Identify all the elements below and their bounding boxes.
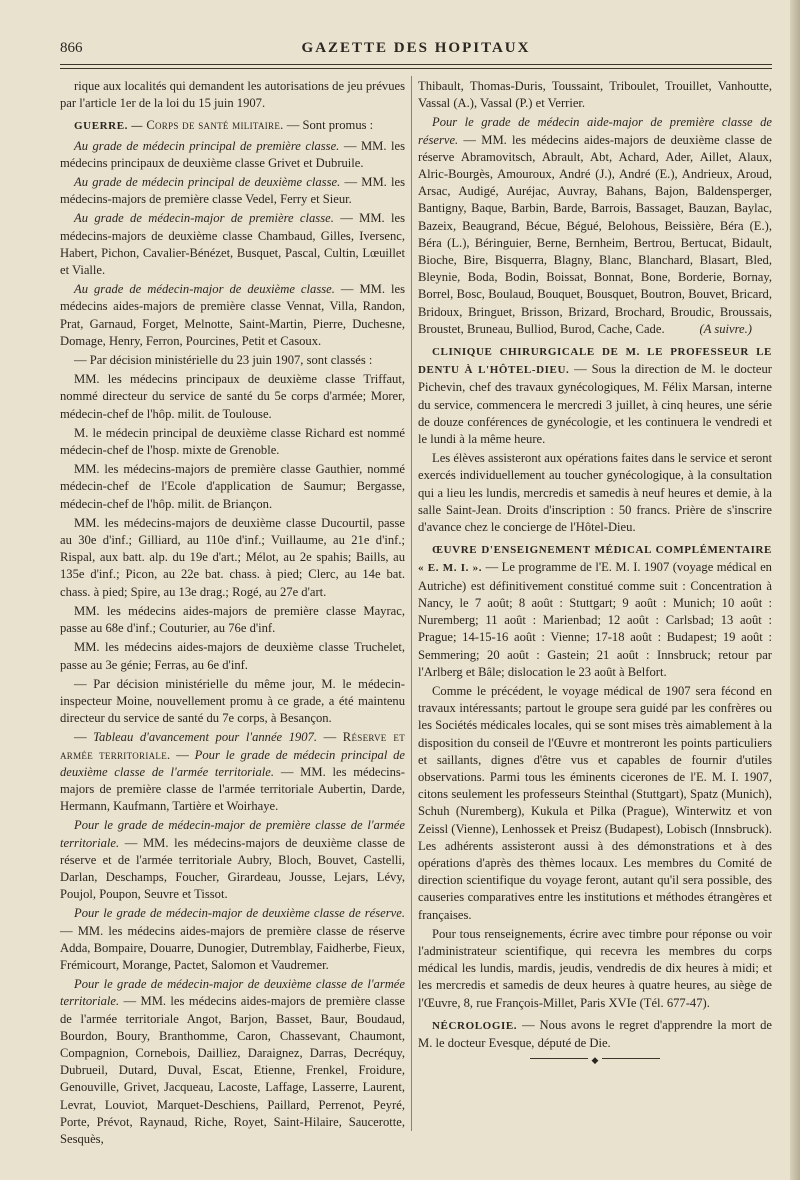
paragraph: rique aux localités qui demandent les autorisations de jeu prévues par l'article 1er de la loi du 15 juin 1907. bbox=[60, 79, 405, 111]
paragraph bbox=[60, 905, 405, 974]
paragraph: — Par décision ministérielle du 23 juin 1907, sont classés : bbox=[74, 353, 373, 368]
small-caps-run: Corps de santé militaire. bbox=[146, 118, 284, 133]
text-run: Thibault, Thomas-Duris, Toussaint, Triboulet, Trouillet, Vanhoutte, Vassal (A.), Vassal (P.) et Verrier. bbox=[418, 79, 772, 111]
paragraph bbox=[60, 210, 405, 279]
text-run: — Nous avons le regret d'apprendre la mort de M. le docteur Evesque, député de Die. bbox=[418, 1017, 772, 1050]
paragraph: — Par décision ministérielle du même jour, M. le médecin-inspecteur Moine, nouvellement promu à ce grade, a été maintenu directeur du service de santé du 7e corps, à Besançon. bbox=[60, 676, 405, 726]
text-run: — MM. les médecins aides-majors de première classe de l'armée territoriale Angot, Barjon, Basset, Baur, Boudaud, Bourdon, Boury, Branthomme, Caron, Chassevant, Chaumont, Compagnion, Cornebois, Dailliez, Daraignez, Darras, Decréquy, Dubrueil, Dutard, Duval, Escat, Etienne, Frenkel, Froidure, Genouville, Grivet, Jacqueau, Lacoste, Laffage, Lasserre, Laurent, Levrat, Louviot, Marquet-Deschiens, Paillard, Perrenot, Peyré, Porte, Prévot, Raynaud, Riche, Royet, Saint-Hilaire, Saucerotte, Sesquès, bbox=[60, 994, 405, 1146]
end-ornament: ◆ bbox=[588, 1055, 603, 1065]
paragraph bbox=[418, 1017, 772, 1052]
section-heading: NÉCROLOGIE. bbox=[432, 1019, 518, 1032]
text-run: — MM. les médecins-majors de première classe de l'armée territoriale Aubertin, Darde, Hermann, Kaufmann, Tartière et Woirhaye. bbox=[60, 764, 405, 814]
paragraph bbox=[60, 138, 405, 172]
paragraph bbox=[418, 114, 772, 338]
column-divider bbox=[411, 76, 412, 1131]
paragraph bbox=[60, 281, 405, 350]
italic-run: Au grade de médecin-major de deuxième classe. bbox=[74, 282, 335, 297]
text-run: — Le programme de l'E. M. I. 1907 (voyage médical en Autriche) est définitivement constitué comme suit : Concentration à Nancy, le 7 août; 8 août : Stuttgart; 9 août : Munich; 10 août : Nuremberg; 11 août : Marienbad; 12 août : Carlsbad; 13 août : Prague; 14-15-16 août : Vienne; 17-18 août : Budapest; 19 août : Semmering; 20 août : Gastein; 21 août : Innsbruck; retour par l'Arlberg et Bâle; dislocation le 23 août à Belfort. bbox=[418, 560, 772, 679]
italic-run: Pour le grade de médecin aide-major de première classe de réserve. bbox=[418, 115, 772, 147]
italic-run: Tableau d'avancement pour l'année 1907. bbox=[93, 730, 318, 745]
journal-title: GAZETTE DES HOPITAUX bbox=[301, 40, 531, 56]
text-run: — MM. les médecins-majors de deuxième classe de réserve et de l'armée territoriale Aubry, Bloch, Bouvet, Castelli, Darlan, Deschamps, Foucher, Girardeau, Jousse, Lejars, Lévy, Poujol, Poupon, Seuvre et Tissot. bbox=[60, 835, 405, 902]
paragraph bbox=[60, 976, 405, 1148]
section-heading: GUERRE. — bbox=[74, 120, 147, 133]
left-column bbox=[60, 78, 405, 1150]
text-run: — MM. les médecins aides-majors de première classe de réserve Adda, Bompaire, Douarre, Dunogier, Dutremblay, Faidherbe, Fieux, Frémicourt, Morange, Pactet, Salomon et Vaudremer. bbox=[60, 923, 405, 972]
page-number: 866 bbox=[60, 40, 83, 56]
text-run: — MM. les médecins-majors de première classe Vedel, Ferry et Sieur. bbox=[60, 175, 405, 207]
paragraph: MM. les médecins principaux de deuxième classe Triffaut, nommé directeur du service de santé du 5e corps d'armée; Morer, médecin-chef de l'hôp. milit. de Toulouse. bbox=[60, 372, 405, 421]
text-run: — bbox=[317, 730, 343, 745]
header-rule-bottom bbox=[60, 68, 772, 69]
italic-run: Pour le grade de médecin principal de deuxième classe de l'armée territoriale. bbox=[60, 747, 406, 779]
paragraph bbox=[60, 117, 405, 135]
section-heading: ŒUVRE D'ENSEIGNEMENT MÉDICAL COMPLÉMENTAIRE « E. M. I. ». bbox=[418, 544, 772, 575]
text-run: — Sont promus : bbox=[283, 118, 374, 133]
italic-run: Au grade de médecin-major de première classe. bbox=[74, 211, 334, 226]
paragraph: Les élèves assisteront aux opérations faites dans le service et seront exercés individuellement au toucher gynécologique, à la consultation qui a lieu les lundis, mercredis et samedis à neuf heures et demie, à la salle Saint-Jean. Droits d'inscription : 50 francs. Prière de s'inscrire d'avance chez le concierge de l'Hôtel-Dieu. bbox=[418, 451, 772, 535]
text-run: — MM. les médecins aides-majors de deuxième classe de réserve Abramovitsch, Abrault, Abt, Achard, Ader, Aillet, Alaux, Alric-Bourgès, Amouroux, André (J.), André (E.), Andrieux, Aroud, Arsac, Audigé, Auréjac, Auvray, Bahans, Bajon, Baldensperger, Bantigny, Baque, Barbin, Barde, Barrois, Bassaget, Bauzan, Baylac, Bazeix, Beaugrand, Bécue, Bégué, Belohous, Beissière, Béra (E.), Béra (L.), Béringuier, Berne, Bernheim, Bertrou, Bertucat, Bidault, Bioche, Bire, Bisquerra, Blagny, Blanc, Blanchard, Blasart, Bled, Bleynie, Boda, Bodin, Boissat, Bonnat, Bone, Borderie, Bornay, Borrel, Bosc, Boulaud, Bouquet, Bousquet, Boutron, Bouvet, Bricard, Bridoux, Bringuet, Brisson, Brizard, Brochard, Broudic, Broussais, Broustet, Bruneau, Bulliod, Burod, Cache, Cade. bbox=[418, 132, 772, 336]
paragraph bbox=[418, 541, 772, 681]
paragraph: Comme le précédent, le voyage médical de 1907 sera fécond en travaux intéressants; partout le groupe sera guidé par les confrères ou les Sociétés médicales locales, qui se sont mises très aimablement à la disposition du conseil de l'Œuvre et montreront les points particuliers et saillants, dignes d'être vus et capables de fournir d'utiles observations. Parmi tous les éminents cicerones de l'E. M. I. 1907, citons seulement les professeurs Steinthal (Stuttgart), Spatz (Munich), Schuh (Nuremberg), Kukula et Pilka (Prague), Winterwitz et von Zeissl (Vienne), Lenhossek et Preisz (Budapest), Lobisch (Innsbruck). Les adhérents assisteront aussi à des démonstrations et à des opérations d'après des thèmes locaux. Les membres du Comité de direction scientifique du voyage feront, autant qu'il sera possible, des causeries comparatives entre les institutions et méthodes étrangères et françaises. bbox=[418, 683, 772, 922]
section-heading: CLINIQUE CHIRURGICALE DE M. LE PROFESSEUR LE DENTU À L'HÔTEL-DIEU. bbox=[418, 346, 772, 377]
paragraph: MM. les médecins aides-majors de deuxième classe Truchelet, passe au 3e génie; Ferras, au 6e d'inf. bbox=[60, 640, 405, 672]
paragraph bbox=[60, 817, 405, 903]
text-run: — bbox=[170, 747, 195, 762]
text-run: — bbox=[74, 730, 94, 745]
header-rule-top bbox=[60, 64, 772, 65]
italic-run: Au grade de médecin principal de deuxième classe. bbox=[74, 175, 341, 190]
italic-run: Pour le grade de médecin-major de première classe de l'armée territoriale. bbox=[60, 818, 405, 850]
paragraph: MM. les médecins aides-majors de première classe Mayrac, passe au 68e d'inf.; Couturier, au 76e d'inf. bbox=[60, 603, 405, 636]
text-run: — MM. les médecins principaux de deuxième classe Grivet et Dubruile. bbox=[60, 138, 405, 170]
paragraph: Pour tous renseignements, écrire avec timbre pour réponse ou voir l'administrateur scientifique, qui recevra les membres du corps médical les lundis, mardis, jeudis, vendredis de dix heures à midi; et les mercredis et samedis de deux heures à quatre heures, au siège de l'Œuvre, 8, rue François-Millet, Paris XVIe (Tél. 677-47). bbox=[418, 926, 772, 1010]
continued-note: (A suivre.) bbox=[699, 321, 752, 336]
italic-run: Pour le grade de médecin-major de deuxième classe de réserve. bbox=[74, 906, 405, 921]
paragraph bbox=[60, 174, 405, 208]
text-run: — MM. les médecins aides-majors de première classe Vennat, Villa, Randon, Prat, Garnaud, Forget, Melnotte, Saint-Martin, Pierre, Duchesne, Domage, Henry, Ferron, Pourcines, Petit et Casoux. bbox=[60, 282, 406, 348]
right-column bbox=[418, 78, 772, 1076]
paragraph bbox=[60, 729, 405, 815]
italic-run: Au grade de médecin principal de première classe. bbox=[74, 138, 340, 153]
page-edge bbox=[790, 0, 800, 1180]
small-caps-run: Réserve et armée territoriale. bbox=[60, 730, 405, 762]
paragraph: MM. les médecins-majors de deuxième classe Ducourtil, passe au 30e d'inf.; Gilliard, au 110e d'inf.; Vuillaume, au 21e d'inf.; Rispal, aux batt. alp. du 19e d'art.; Mélot, au 2e spahis; Baills, au 135e d'inf.; Picon, au 22e bat. chass. à pied; Clerc, au 14e bat. chass. à pied; Spire, au 13e drag.; Rogé, au 27e d'art. bbox=[60, 515, 405, 599]
end-ornament-rule bbox=[530, 1055, 660, 1076]
paragraph: M. le médecin principal de deuxième classe Richard est nommé médecin-chef de l'hosp. mixte de Grenoble. bbox=[60, 425, 405, 458]
paragraph: MM. les médecins-majors de première classe Gauthier, nommé médecin-chef de l'Ecole d'application de Saumur; Bergasse, médecin-chef de l'hôp. milit. de Briançon. bbox=[60, 462, 405, 511]
paragraph bbox=[418, 343, 772, 448]
text-run: — Sous la direction de M. le docteur Pichevin, chef des travaux gynécologiques, M. Félix Marsan, interne du service, commencera le mercredi 3 juillet, à cinq heures, une série de douze conférences de gynécologie, et les continuera le vendredi et le lundi à la même heure. bbox=[418, 362, 772, 447]
text-run: — MM. les médecins-majors de deuxième classe Chambaud, Gilles, Iversenc, Habert, Pichon, Cavalier-Bénézet, Busquet, Pascal, Cultin, Lœuillet et Vialle. bbox=[60, 211, 405, 278]
paragraph bbox=[418, 78, 772, 112]
italic-run: Pour le grade de médecin-major de deuxième classe de l'armée territoriale. bbox=[60, 977, 405, 1009]
running-header bbox=[60, 38, 772, 60]
